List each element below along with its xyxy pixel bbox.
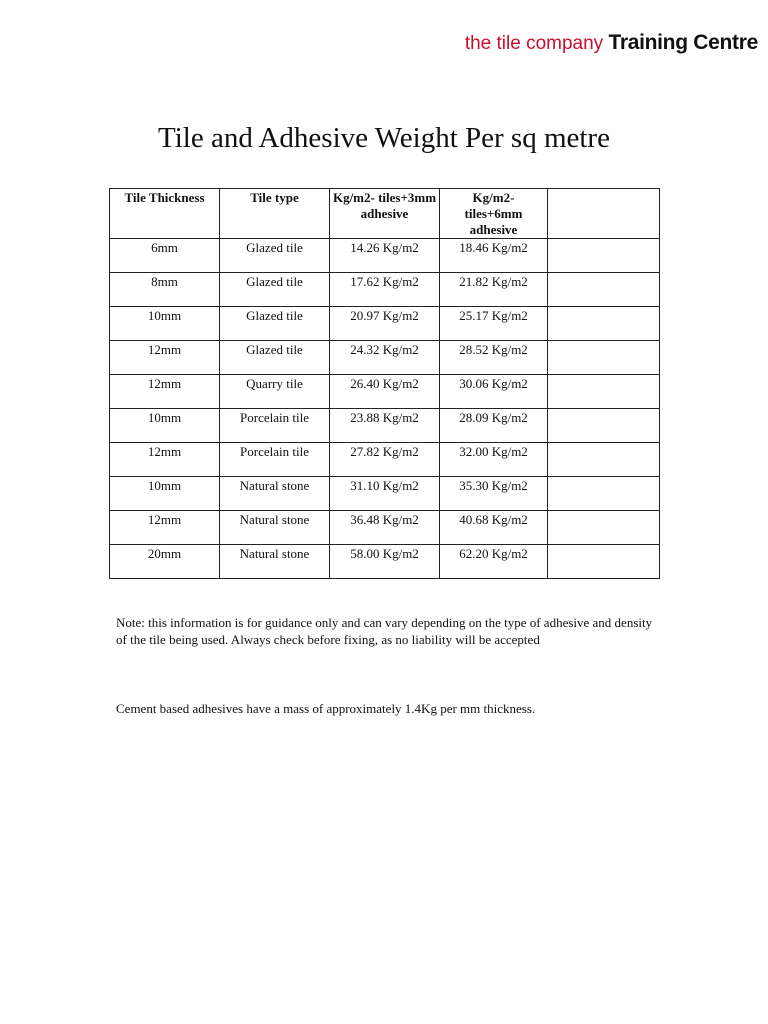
- cell-tile-type: Natural stone: [220, 545, 330, 579]
- cell-thickness: 10mm: [110, 409, 220, 443]
- cell-weight-3mm: 24.32 Kg/m2: [330, 341, 440, 375]
- cell-empty: [548, 273, 660, 307]
- brand-prefix: the tile company: [464, 33, 609, 54]
- cell-weight-3mm: 58.00 Kg/m2: [330, 545, 440, 579]
- table-row: [110, 307, 660, 341]
- cell-tile-type: Glazed tile: [220, 341, 330, 375]
- cell-thickness: 12mm: [110, 443, 220, 477]
- table-row: [110, 375, 660, 409]
- cell-weight-6mm: 18.46 Kg/m2: [440, 239, 548, 273]
- cell-empty: [548, 341, 660, 375]
- cell-thickness: 8mm: [110, 273, 220, 307]
- brand-suffix: Training Centre: [608, 31, 758, 54]
- cell-empty: [548, 307, 660, 341]
- cell-weight-6mm: 30.06 Kg/m2: [440, 375, 548, 409]
- weights-table: [109, 188, 660, 579]
- adhesive-mass-note: Cement based adhesives have a mass of approximately 1.4Kg per mm thickness.: [116, 701, 536, 716]
- header-tile-type: Tile type: [220, 189, 330, 239]
- table-row: [110, 477, 660, 511]
- table-header-row: [110, 189, 660, 239]
- cell-weight-6mm: 40.68 Kg/m2: [440, 511, 548, 545]
- cell-weight-3mm: 26.40 Kg/m2: [330, 375, 440, 409]
- cell-weight-3mm: 14.26 Kg/m2: [330, 239, 440, 273]
- table-row: [110, 545, 660, 579]
- cell-tile-type: Porcelain tile: [220, 443, 330, 477]
- cell-empty: [548, 511, 660, 545]
- table-body: [110, 239, 660, 579]
- guidance-note: Note: this information is for guidance only and can vary depending on the type of adhesive and density of the tile being used. Always check before fixing, as no liability will be accepted: [116, 615, 653, 647]
- cell-empty: [548, 545, 660, 579]
- cell-tile-type: Porcelain tile: [220, 409, 330, 443]
- cell-empty: [548, 375, 660, 409]
- cell-tile-type: Glazed tile: [220, 307, 330, 341]
- page-title: Tile and Adhesive Weight Per sq metre: [158, 122, 610, 154]
- cell-thickness: 12mm: [110, 341, 220, 375]
- cell-empty: [548, 239, 660, 273]
- cell-weight-6mm: 35.30 Kg/m2: [440, 477, 548, 511]
- cell-tile-type: Quarry tile: [220, 375, 330, 409]
- cell-tile-type: Natural stone: [220, 511, 330, 545]
- cell-weight-3mm: 17.62 Kg/m2: [330, 273, 440, 307]
- cell-weight-3mm: 36.48 Kg/m2: [330, 511, 440, 545]
- cell-weight-6mm: 21.82 Kg/m2: [440, 273, 548, 307]
- cell-weight-6mm: 62.20 Kg/m2: [440, 545, 548, 579]
- cell-weight-6mm: 25.17 Kg/m2: [440, 307, 548, 341]
- cell-tile-type: Glazed tile: [220, 273, 330, 307]
- header-tile-thickness: Tile Thickness: [110, 189, 220, 239]
- cell-thickness: 12mm: [110, 511, 220, 545]
- cell-empty: [548, 477, 660, 511]
- cell-thickness: 12mm: [110, 375, 220, 409]
- cell-weight-6mm: 28.52 Kg/m2: [440, 341, 548, 375]
- cell-thickness: 6mm: [110, 239, 220, 273]
- table-row: [110, 273, 660, 307]
- cell-empty: [548, 409, 660, 443]
- table-row: [110, 443, 660, 477]
- header-6mm-adhesive: Kg/m2- tiles+6mm adhesive: [440, 189, 548, 239]
- cell-empty: [548, 443, 660, 477]
- cell-thickness: 20mm: [110, 545, 220, 579]
- cell-weight-3mm: 23.88 Kg/m2: [330, 409, 440, 443]
- cell-weight-3mm: 20.97 Kg/m2: [330, 307, 440, 341]
- table-row: [110, 409, 660, 443]
- table-row: [110, 341, 660, 375]
- cell-thickness: 10mm: [110, 477, 220, 511]
- header-empty: [548, 189, 660, 239]
- cell-tile-type: Glazed tile: [220, 239, 330, 273]
- cell-weight-3mm: 31.10 Kg/m2: [330, 477, 440, 511]
- cell-weight-6mm: 32.00 Kg/m2: [440, 443, 548, 477]
- cell-thickness: 10mm: [110, 307, 220, 341]
- cell-weight-3mm: 27.82 Kg/m2: [330, 443, 440, 477]
- cell-tile-type: Natural stone: [220, 477, 330, 511]
- header-3mm-adhesive: Kg/m2- tiles+3mm adhesive: [330, 189, 440, 239]
- table-row: [110, 511, 660, 545]
- cell-weight-6mm: 28.09 Kg/m2: [440, 409, 548, 443]
- table-row: [110, 239, 660, 273]
- brand-logo: [465, 32, 758, 53]
